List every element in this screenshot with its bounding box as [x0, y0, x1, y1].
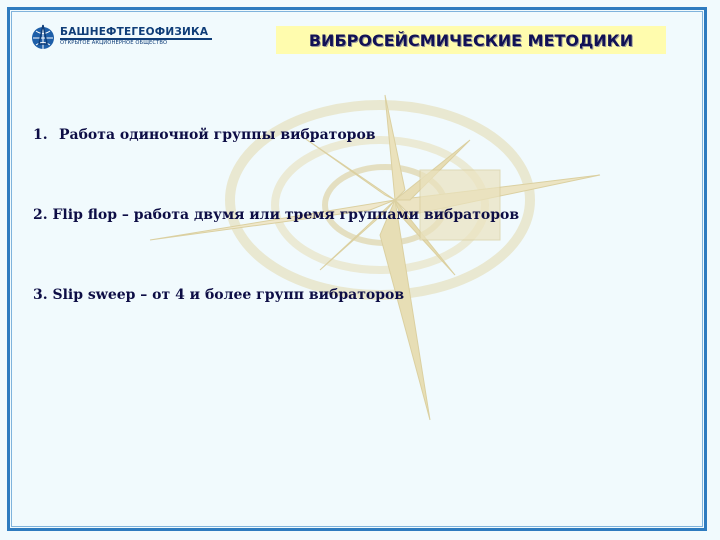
globe-derrick-icon	[30, 24, 56, 50]
title-box	[276, 26, 666, 54]
logo-subtitle: ОТКРЫТОЕ АКЦИОНЕРНОЕ ОБЩЕСТВО	[60, 40, 168, 46]
method-item-text: Работа одиночной группы вибраторов	[59, 127, 376, 143]
method-item-number: 1.	[33, 127, 48, 143]
method-item-2: 2. Flip flop – работа двумя или тремя группами вибраторов	[33, 207, 520, 223]
method-item-3: 3. Slip sweep – от 4 и более групп вибраторов	[33, 287, 405, 303]
inner-frame	[11, 11, 703, 527]
logo-name: БАШНЕФТЕГЕОФИЗИКА	[60, 26, 209, 38]
slide-title: ВИБРОСЕЙСМИЧЕСКИЕ МЕТОДИКИ	[308, 30, 634, 50]
method-item-1	[33, 127, 376, 143]
company-logo	[30, 24, 209, 54]
